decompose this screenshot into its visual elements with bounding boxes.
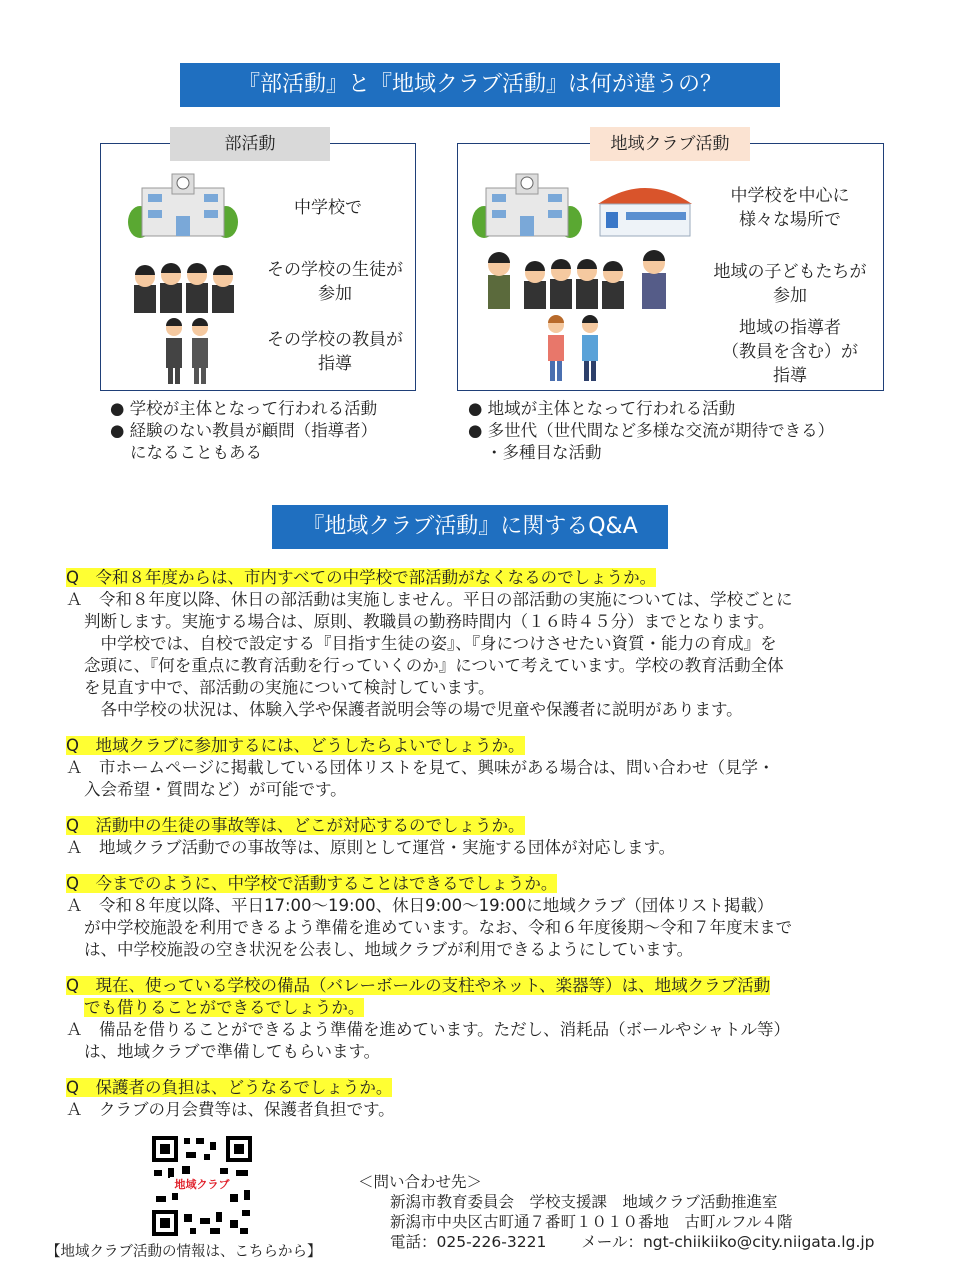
right-row2-label xyxy=(700,260,880,308)
question-line: Q 現在、使っている学校の備品（バレーボールの支柱やネット、楽器等）は、地域クラブ活動 xyxy=(66,976,771,995)
left-bullet-2-cont: になることもある xyxy=(130,443,262,462)
school-building-icon xyxy=(128,170,238,240)
answer-line: 判断します。実施する場合は、原則、教職員の勤務時間内（１６時４５分）までとなります。 xyxy=(84,612,775,631)
contact-address: 新潟市中央区古町通７番町１０１０番地 古町ルフル４階 xyxy=(390,1213,793,1231)
contact-mail[interactable]: メール：ngt-chiikiiko@city.niigata.lg.jp xyxy=(581,1233,875,1251)
answer-line: を見直す中で、部活動の実施について検討しています。 xyxy=(84,678,495,697)
answer-line: Ａ 地域クラブ活動での事故等は、原則として運営・実施する団体が対応します。 xyxy=(66,838,676,857)
right-bullet-1: ● 地域が主体となって行われる活動 xyxy=(468,399,736,418)
qa-list xyxy=(66,567,906,1135)
qa-item xyxy=(66,1077,906,1121)
answer-line: が中学校施設を利用できるよう準備を進めています。なお、令和６年度後期～令和７年度末まで xyxy=(84,918,793,937)
right-row1-line2: 様々な場所で xyxy=(739,210,841,230)
left-row2-label xyxy=(250,258,420,306)
left-row2-line1: その学校の生徒が xyxy=(267,260,403,280)
section-title-qa: 『地域クラブ活動』に関するQ&A xyxy=(272,505,668,549)
left-bullets xyxy=(110,398,440,464)
qa-item xyxy=(66,873,906,961)
left-bullet-1: ● 学校が主体となって行われる活動 xyxy=(110,399,378,418)
question-line: でも借りることができるでしょうか。 xyxy=(84,998,365,1017)
answer-line: Ａ クラブの月会費等は、保護者負担です。 xyxy=(66,1100,395,1119)
question-line: Q 活動中の生徒の事故等は、どこが対応するのでしょうか。 xyxy=(66,816,525,835)
contact-block xyxy=(358,1172,918,1252)
answer-line: Ａ 令和８年度以降、休日の部活動は実施しません。平日の部活動の実施については、学校ごとに xyxy=(66,590,793,609)
answer-line: 中学校では、自校で設定する『目指す生徒の姿』、『身につけさせたい資質・能力の育成』を xyxy=(84,634,777,653)
right-bullet-2-cont: ・多種目な活動 xyxy=(486,443,602,462)
qr-caption: 【地域クラブ活動の情報は、こちらから】 xyxy=(46,1244,322,1260)
right-bullet-2: ● 多世代（世代間など多様な交流が期待できる） xyxy=(468,421,835,440)
left-row1-label: 中学校で xyxy=(294,198,362,218)
question-line: Q 保護者の負担は、どうなるでしょうか。 xyxy=(66,1078,393,1097)
left-row3-label xyxy=(250,328,420,376)
right-bullets xyxy=(468,398,908,464)
right-row3-line3: 指導 xyxy=(773,366,807,386)
contact-heading: ＜問い合わせ先＞ xyxy=(358,1173,483,1191)
left-bullet-2: ● 経験のない教員が顧問（指導者） xyxy=(110,421,378,440)
answer-line: 入会希望・質問など）が可能です。 xyxy=(84,780,347,799)
qa-item xyxy=(66,735,906,801)
community-club-tab: 地域クラブ活動 xyxy=(590,127,750,161)
answer-line: は、中学校施設の空き状況を公表し、地域クラブが利用できるようにしています。 xyxy=(84,940,694,959)
right-row3-line1: 地域の指導者 xyxy=(739,318,841,338)
right-row1-label xyxy=(710,184,870,232)
qr-badge: 地域クラブ xyxy=(170,1177,234,1193)
qa-item xyxy=(66,815,906,859)
qa-item xyxy=(66,975,906,1063)
answer-line: Ａ 令和８年度以降、平日17:00～19:00、休日9:00～19:00に地域クラブ（団体リスト掲載） xyxy=(66,896,774,915)
contact-tel: 電話：025-226-3221 xyxy=(390,1233,547,1251)
right-row3-line2: （教員を含む）が xyxy=(722,342,858,362)
gymnasium-icon xyxy=(596,180,694,238)
answer-line: Ａ 備品を借りることができるよう準備を進めています。ただし、消耗品（ボールやシャトル等） xyxy=(66,1020,791,1039)
coaches-icon xyxy=(540,313,610,385)
left-row2-line2: 参加 xyxy=(318,284,352,304)
question-line: Q 令和８年度からは、市内すべての中学校で部活動がなくなるのでしょうか。 xyxy=(66,568,657,587)
left-row3-line1: その学校の教員が xyxy=(267,330,403,350)
answer-line: 各中学校の状況は、体験入学や保護者説明会等の場で児童や保護者に説明があります。 xyxy=(84,700,743,719)
right-row2-line1: 地域の子どもたちが xyxy=(713,262,867,282)
question-line: Q 地域クラブに参加するには、どうしたらよいでしょうか。 xyxy=(66,736,525,755)
contact-org: 新潟市教育委員会 学校支援課 地域クラブ活動推進室 xyxy=(390,1193,778,1211)
answer-line: Ａ 市ホームページに掲載している団体リストを見て、興味がある場合は、問い合わせ（見学・ xyxy=(66,758,775,777)
qa-item xyxy=(66,567,906,721)
question-line: Q 今までのように、中学校で活動することはできるでしょうか。 xyxy=(66,874,558,893)
right-row2-line2: 参加 xyxy=(773,286,807,306)
teachers-icon xyxy=(160,316,216,386)
right-row3-label xyxy=(710,316,870,388)
school-building-icon xyxy=(472,170,582,240)
right-row1-line1: 中学校を中心に xyxy=(730,186,850,206)
answer-line: 念頭に、『何を重点に教育活動を行っていくのか』について考えています。学校の教育活動全体 xyxy=(84,656,784,675)
students-group-icon xyxy=(130,255,242,313)
section-title-difference: 『部活動』と『地域クラブ活動』は何が違うの？ xyxy=(180,63,780,107)
left-row3-line2: 指導 xyxy=(318,354,352,374)
answer-line: は、地域クラブで準備してもらいます。 xyxy=(84,1042,381,1061)
contact-line xyxy=(358,1232,918,1252)
club-activity-tab: 部活動 xyxy=(170,127,330,161)
children-group-icon xyxy=(484,245,684,313)
